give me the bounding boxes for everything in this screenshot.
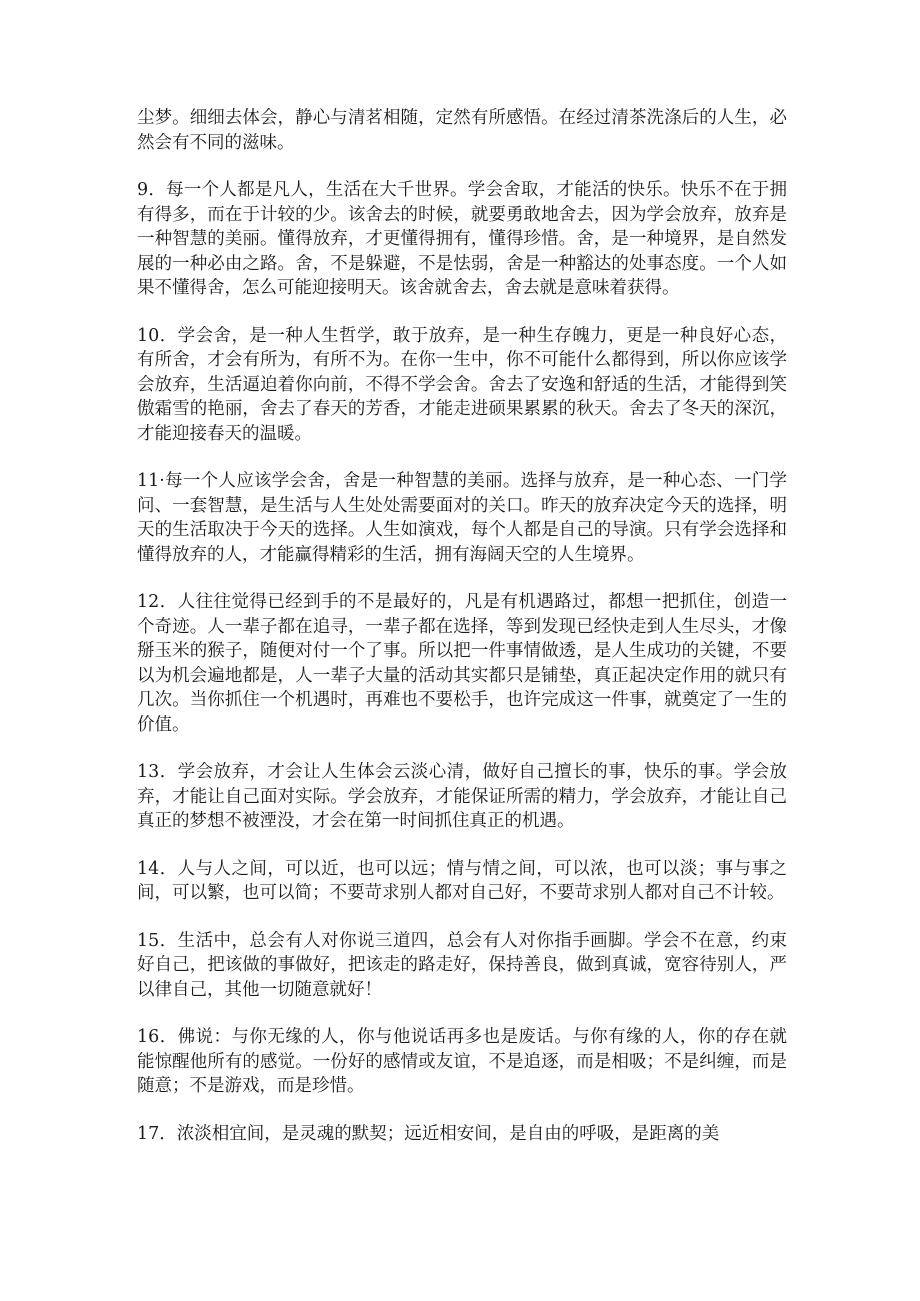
paragraph-14: 14．人与人之间，可以近，也可以远；情与情之间，可以浓，也可以淡；事与事之间，可以繁，也可以简；不要苛求别人都对自己好，不要苛求别人都对自己不计较。 [137, 858, 787, 903]
paragraph-9: 9．每一个人都是凡人，生活在大千世界。学会舍取，才能活的快乐。快乐不在于拥有得多，而在于计较的少。该舍去的时候，就要勇敢地舍去，因为学会放弃，放弃是一种智慧的美丽。懂得放弃，才更懂得拥有，懂得珍惜。舍，是一种境界，是自然发展的一种必由之路。舍，不是躲避，不是怯弱，舍是一种豁达的处事态度。一个人如果不懂得舍，怎么可能迎接明天。该舍就舍去，舍去就是意味着获得。 [137, 180, 787, 298]
paragraph-16: 16．佛说：与你无缘的人，你与他说话再多也是废话。与你有缘的人，你的存在就能惊醒他所有的感觉。一份好的感情或友谊，不是追逐，而是相吸；不是纠缠，而是随意；不是游戏，而是珍惜。 [137, 1027, 787, 1096]
paragraph-10: 10．学会舍，是一种人生哲学，敢于放弃，是一种生存魄力，更是一种良好心态，有所舍，才会有所为，有所不为。在你一生中，你不可能什么都得到，所以你应该学会放弃，生活逼迫着你向前，不得不学会舍。舍去了安逸和舒适的生活，才能得到笑傲霜雪的艳丽，舍去了春天的芳香，才能走进硕果累累的秋天。舍去了冬天的深沉，才能迎接春天的温暖。 [137, 325, 787, 444]
paragraph-11: 11·每一个人应该学会舍，舍是一种智慧的美丽。选择与放弃，是一种心态、一门学问、一套智慧，是生活与人生处处需要面对的关口。昨天的放弃决定今天的选择，明天的生活取决于今天的选择。人生如演戏，每个人都是自己的导演。只有学会选择和懂得放弃的人，才能赢得精彩的生活，拥有海阔天空的人生境界。 [137, 471, 787, 565]
paragraph-continuation: 尘梦。细细去体会，静心与清茗相随，定然有所感悟。在经过清茶洗涤后的人生，必然会有不同的滋味。 [137, 108, 787, 153]
document-body [137, 106, 787, 1146]
paragraph-15: 15．生活中，总会有人对你说三道四，总会有人对你指手画脚。学会不在意，约束好自己，把该做的事做好，把该走的路走好，保持善良，做到真诚，宽容待别人，严以律自己，其他一切随意就好！ [137, 930, 787, 1000]
paragraph-12: 12．人往往觉得已经到手的不是最好的，凡是有机遇路过，都想一把抓住，创造一个奇迹。人一辈子都在追寻，一辈子都在选择，等到发现已经快走到人生尽头，才像掰玉米的猴子，随便对付一个了事。所以把一件事情做透，是人生成功的关键，不要以为机会遍地都是，人一辈子大量的活动其实都只是铺垫，真正起决定作用的就只有几次。当你抓住一个机遇时，再难也不要松手，也许完成这一件事，就奠定了一生的价值。 [137, 592, 787, 735]
paragraph-17: 17．浓淡相宜间，是灵魂的默契；远近相安间，是自由的呼吸，是距离的美 [137, 1123, 720, 1144]
paragraph-13: 13．学会放弃，才会让人生体会云淡心清，做好自己擅长的事，快乐的事。学会放弃，才能让自己面对实际。学会放弃，才能保证所需的精力，学会放弃，才能让自己真正的梦想不被湮没，才会在第一时间抓住真正的机遇。 [137, 762, 787, 831]
